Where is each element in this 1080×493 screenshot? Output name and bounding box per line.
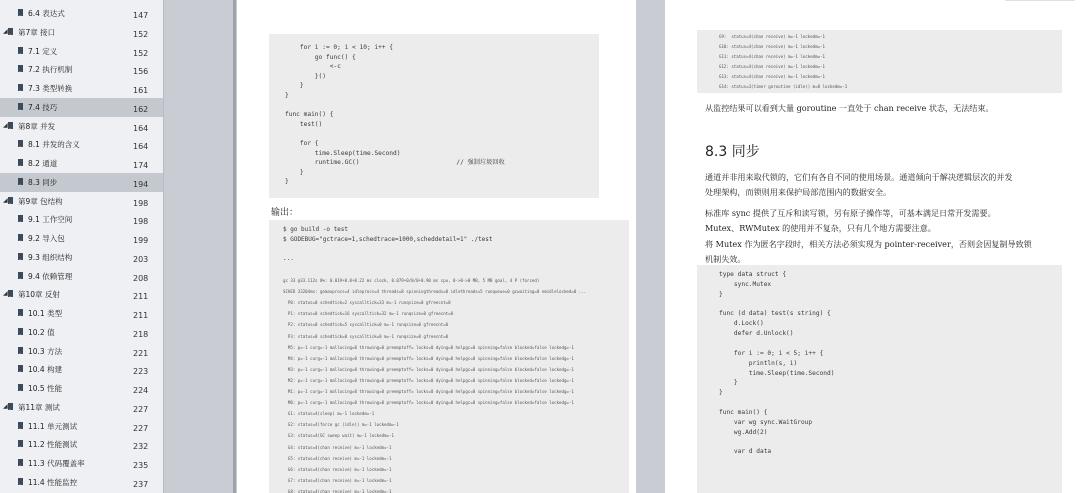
code-line: } [719,379,738,387]
code-line: } [285,82,304,90]
section-heading-sync: 8.3 同步 [705,144,760,160]
code-line: G2: status=4(force gc (idle)) m=-1 lockedm=-1 [283,422,399,428]
bookmark-item[interactable] [0,285,163,304]
code-line: gc 33 @33.112s 0%: 0.019+0.0+0.22 ms clock, 0.079+0/0/0+0.90 ms cpu, 0->0->0 MB, 5 MB goal, 4 P (forced) [283,278,540,283]
code-line: for i := 0; i < 10; i++ { [285,44,394,51]
bookmark-page-number: 227 [133,404,149,414]
code-line: M1: p=-1 curg=-1 mallocing=0 throwing=0 preemptoff= locks=0 dying=0 helpgc=0 spinning=false blocked=false lockedg=-1 [283,389,574,394]
bookmark-label: 6.4 表达式 [28,9,65,18]
code-line: M2: p=-1 curg=-1 mallocing=0 throwing=0 preemptoff= locks=0 dying=0 helpgc=0 spinning=false blocked=false lockedg=-1 [283,377,574,383]
bookmark-page-number: 174 [133,161,149,170]
bookmark-icon [8,403,13,410]
bookmark-label: 第8章 并发 [18,121,56,131]
bookmark-item[interactable] [0,173,163,192]
code-line: P3: status=0 schedtick=0 syscalltick=0 m=-1 runqsize=0 gfreecnt=0 [283,333,449,339]
bookmark-label: 9.1 工作空间 [28,215,73,225]
bookmark-item[interactable] [0,417,163,436]
bookmark-item[interactable] [0,79,163,98]
paragraph-line: 处理架构，而锁则用来保护局部范围内的数据安全。 [705,187,892,197]
code-line: for { [285,140,319,147]
bookmark-label: 第10章 反射 [18,290,60,300]
bookmark-label: 10.5 性能 [28,384,63,393]
code-line: var wg sync.WaitGroup [719,418,813,426]
code-line: G14: status=3(timer goroutine (idle)) m=0 lockedm=-1 [719,83,848,89]
bookmark-icon [18,234,23,241]
document-gutter [164,0,234,493]
code-line: }() [285,72,326,80]
bookmark-item[interactable] [0,267,163,286]
bookmark-icon [18,9,23,16]
paragraph-line: 将 Mutex 作为匿名字段时，相关方法必须实现为 pointer-receiver，否则会因复制导致锁 [705,239,1032,249]
bookmark-icon [18,440,23,447]
bookmark-item[interactable] [0,98,163,117]
code-line: G9: status=4(chan receive) m=-1 lockedm=-1 [719,34,825,39]
bookmark-icon [18,65,23,72]
bookmark-label: 7.1 定义 [28,46,58,56]
bookmark-icon [8,122,13,129]
code-line: ... [283,254,294,262]
code-line: $ GODEBUG="gctrace=1,schedtrace=1000,scheddetail=1" ./test [283,235,493,243]
code-line: time.Sleep(time.Second) [285,149,401,157]
bookmark-item[interactable] [0,435,163,454]
code-block-output [269,220,629,493]
collapse-arrow-icon[interactable]: ◢ [3,290,8,298]
code-line: SCHED 33204ms: gomaxprocs=4 idleprocs=4 threads=8 spinningthreads=0 idlethreads=5 runqueue=0 gcwaiting=0 nmidlelocked=0 ... [283,289,587,295]
bookmark-page-number: 211 [133,292,149,302]
code-line: G13: status=4(chan receive) m=-1 lockedm=-1 [719,73,825,79]
code-line: G8: status=4(chan receive) m=-1 lockedm=-1 [283,488,392,493]
bookmark-label: 11.1 单元测试 [28,421,78,431]
code-line: time.Sleep(time.Second) [719,369,835,377]
document-page-right [665,0,1080,493]
bookmark-icon [18,103,23,110]
bookmark-label: 9.3 组织结构 [28,252,73,262]
code-line: println(s, i) [719,359,798,367]
sidebar-resize-handle[interactable] [233,0,236,493]
bookmark-page-number: 198 [133,198,149,208]
bookmarks-sidebar [0,0,164,493]
bookmark-label: 8.2 通道 [28,159,58,168]
bookmark-icon [18,140,23,147]
bookmark-item[interactable] [0,379,163,398]
bookmark-icon [18,459,23,466]
code-line: for i := 0; i < 5; i++ { [719,349,824,357]
bookmark-icon [18,178,23,185]
code-line: G11: status=4(chan receive) m=-1 lockedm=-1 [719,53,825,59]
code-line: M4: p=-1 curg=-1 mallocing=0 throwing=0 preemptoff= locks=0 dying=0 helpgc=0 spinning=false blocked=false lockedg=-1 [283,355,574,361]
bookmark-page-number: 237 [133,479,149,489]
code-line: M0: p=-1 curg=-1 mallocing=0 throwing=0 preemptoff= locks=0 dying=0 helpgc=0 spinning=false blocked=false lockedg=-1 [283,400,574,406]
code-line: G12: status=4(chan receive) m=-1 lockedm=-1 [719,63,825,69]
code-line: runtime.GC() // 强制垃圾回收 [285,159,505,167]
bookmark-icon [18,422,23,429]
code-line: defer d.Unlock() [719,330,794,338]
bookmark-icon [18,159,23,166]
code-line: sync.Mutex [719,280,772,288]
bookmark-page-number: 147 [133,11,149,20]
bookmark-label: 11.2 性能测试 [28,440,78,450]
bookmark-label: 第11章 测试 [18,402,60,412]
bookmark-item[interactable] [0,304,163,323]
code-line: type data struct { [719,271,787,278]
paragraph-line: Mutex、RWMutex 的使用并不复杂，只有几个地方需要注意。 [705,223,936,233]
bookmark-page-number: 156 [133,67,149,77]
bookmark-icon [8,197,13,204]
code-block-mutex-example [697,265,1062,493]
bookmark-page-number: 235 [133,461,149,470]
code-line: } [285,92,289,99]
paragraph-line: 通道并非用来取代锁的，它们有各自不同的使用场景。通道倾向于解决逻辑层次的并发 [705,172,1013,182]
code-block-main-loop [269,34,599,198]
bookmark-icon [18,347,23,354]
bookmark-icon [18,328,23,335]
collapse-arrow-icon[interactable]: ◢ [3,402,8,410]
bookmark-item[interactable] [0,192,163,211]
bookmark-item[interactable] [0,42,163,61]
code-line: func main() { [285,111,334,119]
bookmark-page-number: 232 [133,442,149,452]
bookmark-item[interactable] [0,398,163,417]
code-line: G7: status=4(chan receive) m=-1 lockedm=-1 [283,477,392,483]
bookmark-label: 11.3 代码覆盖率 [28,459,85,468]
bookmark-page-number: 161 [133,86,149,95]
bookmark-icon [18,47,23,54]
bookmark-label: 第9章 包结构 [18,196,63,206]
bookmark-icon [8,28,13,35]
bookmark-page-number: 194 [133,179,149,189]
bookmark-label: 7.3 类型转换 [28,84,73,93]
code-line: G5: status=4(chan receive) m=-1 lockedm=-1 [283,455,392,461]
document-page-left [237,0,636,493]
bookmark-item[interactable] [0,229,163,248]
bookmark-page-number: 199 [133,236,149,245]
page-edge-line [1005,0,1075,1]
bookmark-item[interactable] [0,60,163,79]
bookmark-page-number: 211 [133,311,149,320]
bookmark-page-number: 198 [133,217,149,227]
code-line: } [285,178,289,186]
code-line: wg.Add(2) [719,428,768,436]
code-line: G3: status=4(GC sweep wait) m=-1 lockedm=-1 [283,433,394,439]
bookmark-page-number: 203 [133,254,149,264]
bookmark-page-number: 152 [133,29,149,39]
code-line: test() [285,120,323,128]
bookmark-item[interactable] [0,135,163,154]
bookmark-label: 7.2 执行机制 [28,65,73,75]
code-line: P1: status=0 schedtick=16 syscalltick=32 m=-1 runqsize=0 gfreecnt=0 [283,311,454,317]
collapse-arrow-icon[interactable]: ◢ [3,121,8,129]
code-line: M3: p=-1 curg=-1 mallocing=0 throwing=0 preemptoff= locks=0 dying=0 helpgc=0 spinning=false blocked=false lockedg=-1 [283,366,574,372]
bookmark-page-number: 164 [133,123,149,133]
bookmark-icon [18,253,23,260]
code-line: M5: p=-1 curg=-1 mallocing=0 throwing=0 preemptoff= locks=0 dying=0 helpgc=0 spinning=false blocked=false lockedg=-1 [283,344,574,350]
code-line: } [719,389,723,397]
bookmark-item[interactable] [0,4,163,23]
code-line: G1: status=4(sleep) m=-1 lockedm=-1 [283,411,375,417]
output-label: 输出： [271,208,299,218]
collapse-arrow-icon[interactable]: ◢ [3,27,8,35]
code-line: G4: status=4(chan receive) m=-1 lockedm=-1 [283,444,392,450]
bookmark-item[interactable] [0,210,163,229]
bookmark-page-number: 227 [133,423,149,433]
code-line: d.Lock() [719,320,764,328]
bookmark-page-number: 164 [133,142,149,152]
bookmark-page-number: 221 [133,348,149,358]
bookmark-label: 10.2 值 [28,327,55,337]
code-block-goroutines [697,30,1062,93]
bookmark-item[interactable] [0,154,163,173]
bookmark-page-number: 223 [133,367,149,377]
paragraph-line: 标准库 sync 提供了互斥和读写锁，另有原子操作等，可基本满足日常开发需要。 [705,208,996,218]
bookmark-label: 第7章 接口 [18,27,56,37]
bookmark-item[interactable] [0,323,163,342]
bookmark-label: 10.1 类型 [28,309,63,318]
bookmark-label: 11.4 性能监控 [28,477,78,487]
code-line: G6: status=4(chan receive) m=-1 lockedm=-1 [283,466,392,472]
code-line: } [719,290,723,298]
bookmark-label: 10.3 方法 [28,346,63,356]
bookmark-page-number: 208 [133,273,149,283]
code-line: func (d data) test(s string) { [719,310,831,318]
code-line: $ go build -o test [283,226,349,233]
bookmark-icon [18,365,23,372]
bookmark-icon [18,309,23,316]
bookmark-label: 8.3 同步 [28,177,58,187]
bookmark-icon [8,290,13,297]
bookmark-item[interactable] [0,473,163,492]
bookmark-icon [18,215,23,222]
paragraph-monitor-result: 从监控结果可以看到大量 goroutine 一直处于 chan receive 状态，无法结束。 [705,103,994,113]
code-line: P2: status=0 schedtick=5 syscalltick=0 m=-1 runqsize=0 gfreecnt=0 [283,322,449,328]
bookmark-icon [18,384,23,391]
code-line: var d data [719,448,772,456]
bookmark-item[interactable] [0,360,163,379]
bookmark-page-number: 162 [133,104,149,114]
bookmark-label: 10.4 构建 [28,365,63,375]
paragraph-line: 机制失效。 [705,254,746,264]
code-line: G10: status=4(chan receive) m=-1 lockedm=-1 [719,43,825,49]
bookmark-label: 9.4 依赖管理 [28,271,73,281]
bookmark-item[interactable] [0,117,163,136]
collapse-arrow-icon[interactable]: ◢ [3,196,8,204]
bookmark-icon [18,84,23,91]
bookmark-page-number: 218 [133,329,149,339]
code-line: P0: status=0 schedtick=2 syscalltick=33 m=-1 runqsize=0 gfreecnt=0 [283,300,451,306]
bookmark-label: 8.1 并发的含义 [28,140,80,150]
bookmark-item[interactable] [0,23,163,42]
bookmark-label: 9.2 导入包 [28,234,65,243]
bookmark-icon [18,272,23,279]
bookmark-page-number: 224 [133,386,149,395]
bookmark-item[interactable] [0,342,163,361]
code-line: } [285,168,304,176]
bookmark-item[interactable] [0,454,163,473]
bookmark-item[interactable] [0,248,163,267]
code-line: go func() { [285,53,356,61]
bookmark-page-number: 152 [133,48,149,58]
code-line: <-c [285,63,341,71]
code-line: func main() { [719,408,768,416]
bookmark-icon [18,478,23,485]
bookmark-label: 7.4 技巧 [28,102,58,112]
